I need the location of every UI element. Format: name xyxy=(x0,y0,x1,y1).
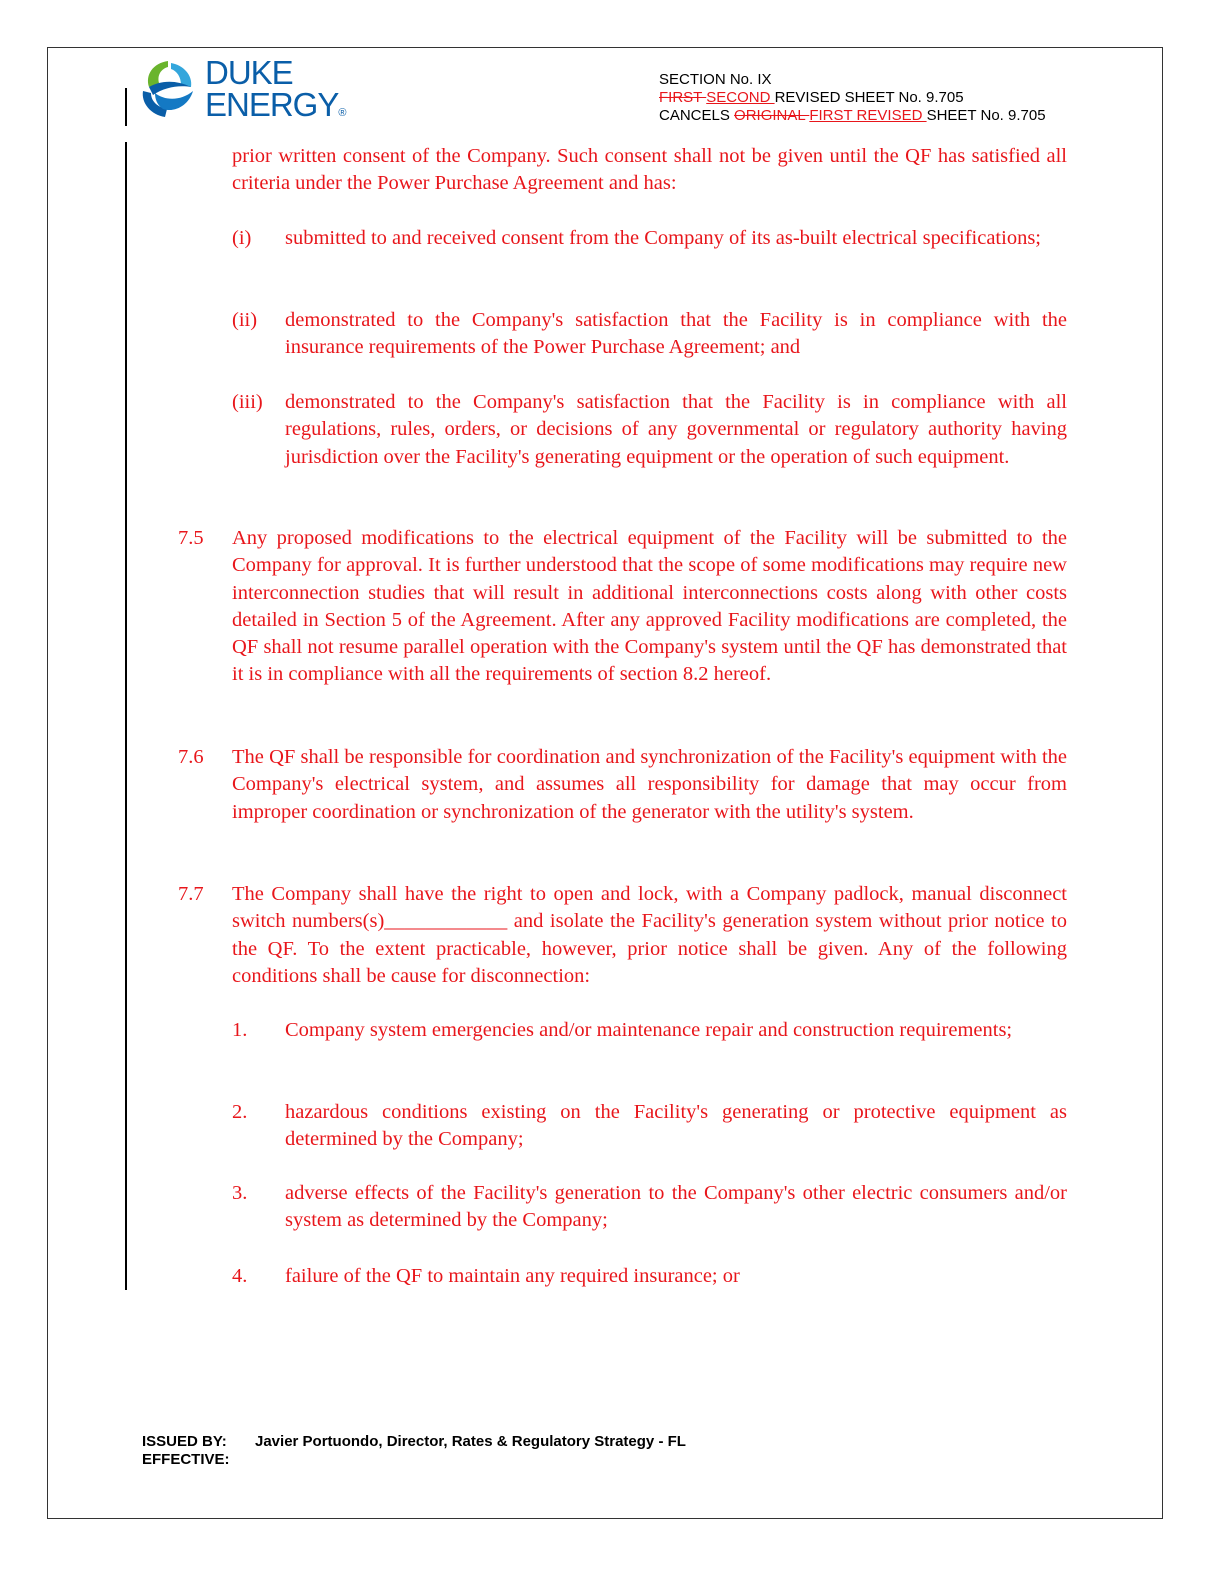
cancels-sheet-line xyxy=(659,107,1046,125)
intro-paragraph: prior written consent of the Company. Such consent shall not be given until the QF has satisfied all criteria under the Power Purchase Agreement and has: xyxy=(232,145,1067,195)
revision-bar-body xyxy=(125,142,127,1290)
issued-by-row xyxy=(142,1433,686,1451)
cancels-inserted: FIRST REVISED xyxy=(809,107,927,124)
sheet-header xyxy=(659,71,1046,125)
section-text-7-6: The QF shall be responsible for coordination and synchronization of the Facility's equipment with the Company's electrical system, and assumes all responsibility for damage that may occur from improper coordination or synchronization of the generator with the utility's system. xyxy=(232,746,1067,823)
sub-item-text: demonstrated to the Company's satisfaction that the Facility is in compliance with the insurance requirements of the Power Purchase Agreement; and xyxy=(285,309,1067,359)
condition-number: 4. xyxy=(232,1265,248,1287)
condition-number: 3. xyxy=(232,1182,248,1204)
sheet-footer xyxy=(142,1433,686,1469)
effective-row xyxy=(142,1451,686,1469)
revised-inserted: SECOND xyxy=(706,89,775,106)
cancels-prefix: CANCELS xyxy=(659,107,735,124)
duke-energy-logo xyxy=(135,54,347,127)
condition-text: failure of the QF to maintain any required insurance; or xyxy=(285,1265,740,1287)
section-text-7-7: The Company shall have the right to open and lock, with a Company padlock, manual disconnect switch numbers(s)____________ and isolate the Facility's generation system without prior notice to the QF. To the extent practicable, however, prior notice shall be given. Any of the following conditions shall be cause for disconnection: xyxy=(232,883,1067,987)
registered-mark: ® xyxy=(338,107,347,119)
condition-number: 1. xyxy=(232,1019,248,1041)
issued-by-label: ISSUED BY: xyxy=(142,1433,227,1450)
revised-deleted: FIRST xyxy=(659,89,707,106)
cancels-deleted: ORIGINAL xyxy=(734,107,810,124)
condition-text: hazardous conditions existing on the Facility's generating or protective equipment as determined by the Company; xyxy=(285,1101,1067,1151)
section-number-7-7: 7.7 xyxy=(178,883,204,905)
logo-text-energy: ENERGY xyxy=(205,86,339,123)
section-number: SECTION No. IX xyxy=(659,71,772,88)
effective-label: EFFECTIVE: xyxy=(142,1451,230,1468)
condition-number: 2. xyxy=(232,1101,248,1123)
condition-text: Company system emergencies and/or maintenance repair and construction requirements; xyxy=(285,1019,1013,1041)
section-number-7-5: 7.5 xyxy=(178,527,204,549)
sub-item-number: (i) xyxy=(232,227,252,249)
sub-item-number: (ii) xyxy=(232,309,258,331)
revision-bar-header xyxy=(125,88,127,126)
section-number-7-6: 7.6 xyxy=(178,746,204,768)
sub-item-text: demonstrated to the Company's satisfaction that the Facility is in compliance with all regulations, rules, orders, or decisions of any governmental or regulatory authority having jurisdiction over the Facility's generating equipment or the operation of such equipment. xyxy=(285,391,1067,468)
logo-text-duke: DUKE xyxy=(205,54,293,91)
logo-mark-icon xyxy=(135,57,201,123)
section-text-7-5: Any proposed modifications to the electrical equipment of the Facility will be submitted to the Company for approval. It is further understood that the scope of some modifications may require new interconnection studies that will result in additional interconnections costs along with other costs detailed in Section 5 of the Agreement. After any approved Facility modifications are completed, the QF shall not resume parallel operation with the Company's system until the QF has demonstrated that it is in compliance with all the requirements of section 8.2 hereof. xyxy=(232,527,1067,686)
cancels-rest: SHEET No. 9.705 xyxy=(926,107,1046,124)
sub-item-text: submitted to and received consent from the Company of its as-built electrical specifications; xyxy=(285,227,1041,249)
sub-item-number: (iii) xyxy=(232,391,263,413)
revised-sheet-line xyxy=(659,89,1046,107)
issued-by-value: Javier Portuondo, Director, Rates & Regulatory Strategy - FL xyxy=(255,1433,686,1450)
revised-rest: REVISED SHEET No. 9.705 xyxy=(774,89,964,106)
condition-text: adverse effects of the Facility's generation to the Company's other electric consumers and/or system as determined by the Company; xyxy=(285,1182,1067,1232)
